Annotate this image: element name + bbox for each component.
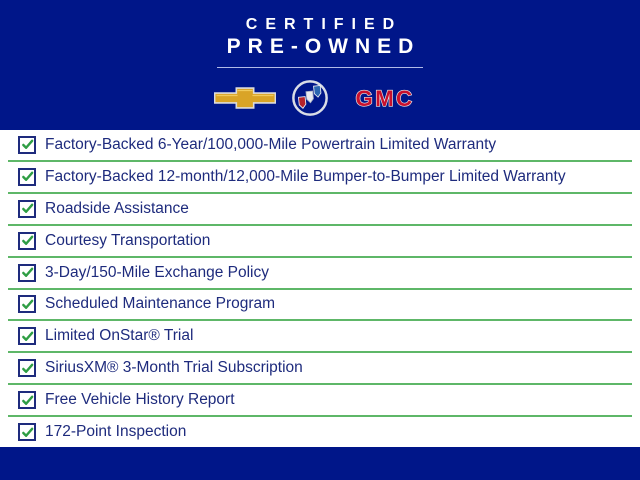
benefit-row [8,290,632,322]
benefit-label: 172-Point Inspection [45,423,187,441]
benefit-row [8,417,632,447]
checkbox-checked-icon[interactable] [18,295,36,313]
benefit-label: 3-Day/150-Mile Exchange Policy [45,263,269,281]
benefit-label: Factory-Backed 12-month/12,000-Mile Bumper-to-Bumper Limited Warranty [45,167,566,185]
checkbox-checked-icon[interactable] [18,136,36,154]
benefit-row [8,226,632,258]
benefit-row [8,385,632,417]
benefit-row [8,353,632,385]
checkbox-checked-icon[interactable] [18,391,36,409]
chevrolet-logo-icon [214,87,276,109]
benefit-label: Roadside Assistance [45,199,189,217]
checkbox-checked-icon[interactable] [18,168,36,186]
header-divider [217,67,423,68]
brand-logo-row [0,77,640,119]
benefit-label: Limited OnStar® Trial [45,327,194,345]
benefit-row [8,130,632,162]
buick-logo-icon [291,79,329,117]
title-pre-owned: PRE-OWNED [226,35,421,58]
benefit-label: Scheduled Maintenance Program [45,295,276,313]
benefit-row [8,321,632,353]
benefit-row [8,162,632,194]
checkbox-checked-icon[interactable] [18,359,36,377]
gmc-logo-icon [344,85,426,111]
benefit-row [8,194,632,226]
checkbox-checked-icon[interactable] [18,327,36,345]
checkbox-checked-icon[interactable] [18,232,36,250]
title-certified: CERTIFIED [245,16,403,33]
benefit-row [8,258,632,290]
checkbox-checked-icon[interactable] [18,423,36,441]
benefit-label: Factory-Backed 6-Year/100,000-Mile Powertrain Limited Warranty [45,135,497,153]
svg-text:GMC: GMC [355,85,415,111]
benefits-list [8,130,632,447]
benefit-label: Courtesy Transportation [45,231,211,249]
benefit-label: SiriusXM® 3-Month Trial Subscription [45,359,303,377]
checkbox-checked-icon[interactable] [18,264,36,282]
checkbox-checked-icon[interactable] [18,200,36,218]
header [0,0,640,130]
benefit-label: Free Vehicle History Report [45,391,235,409]
footer-bar [0,447,640,480]
